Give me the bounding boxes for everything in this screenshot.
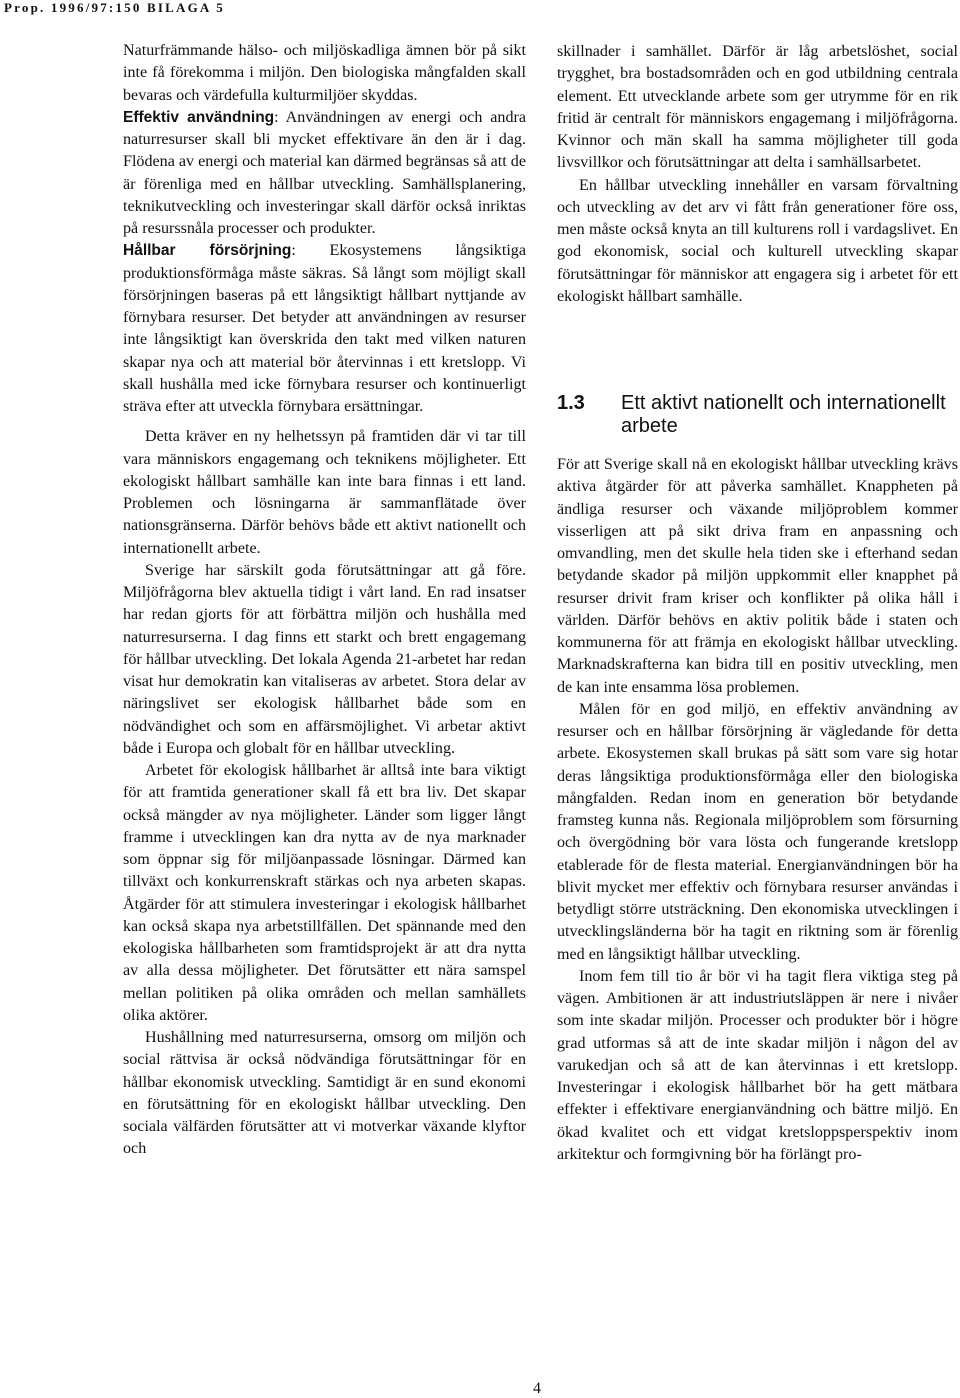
right-column xyxy=(557,41,958,1166)
running-head: Prop. 1996/97:150 BILAGA 5 xyxy=(4,0,225,15)
paragraph-lead: Hållbar försörjning xyxy=(123,242,292,260)
paragraph: En hållbar utveckling innehåller en varsam förvaltning och utveckling av det arv vi fått från generationer före oss, men måste också knyta an till kulturens roll i vardagslivet. En god ekonomisk, social och kulturell utveckling skapar förutsättningar för människor att engagera sig i arbetet för ett ekologiskt hållbart samhälle. xyxy=(557,176,958,305)
paragraph: skillnader i samhället. Därför är låg arbetslöshet, social trygghet, bra bostadsområden och en god utbildning centrala element. Ett utvecklande arbete som ger utrymme för en rik fritid är centralt för människors engagemang i miljöfrågorna. Kvinnor och män skall ha samma möjligheter till goda livsvillkor och förutsättningar att delta i samhällsarbetet. xyxy=(557,43,958,172)
paragraph-text: : Ekosystemens långsiktiga produktionsförmåga måste säkras. Så långt som möjligt skall försörjningen baseras på ett långsiktigt hållbart nyttjande av förnybara resurser. Det betyder att användningen av resurser inte långsiktigt kan överskrida den takt med vilken naturen skapar nya och att material bör återvinnas i ett kretslopp. Vi skall hushålla med icke förnybara resurser och kontinuerligt sträva efter att utveckla förnybara ersättningar. xyxy=(123,242,526,415)
paragraph: Hushållning med naturresurserna, omsorg om miljön och social rättvisa är också nödvändiga förutsättningar för en hållbar ekonomisk utveckling. Samtidigt är en sund ekonomi en förutsättning för en ekologiskt hållbar utveckling. Den sociala välfärden förutsätter att vi motverkar växande klyftor och xyxy=(123,1029,526,1158)
paragraph: Sverige har särskilt goda förutsättningar att gå före. Miljöfrågorna blev aktuella tidigt i vårt land. En rad insatser har redan gjorts för att förbättra miljön och hushålla med naturresurserna. I dag finns ett starkt och brett engagemang för hållbar utveckling. Det lokala Agenda 21-arbetet har redan visat hur demokratin kan vitaliseras av arbetet. Stora delar av näringslivet ser ekologisk hållbarhet både som en nödvändighet och som en affärsmöjlighet. Vi arbetar aktivt både i Europa och globalt för en hållbar utveckling. xyxy=(123,561,526,757)
section-number: 1.3 xyxy=(557,392,585,414)
paragraph: Detta kräver en ny helhetssyn på framtiden där vi tar till vara människors engagemang och teknikens möjligheter. Ett ekologiskt hållbart samhälle kan inte bara finnas i ett land. Problemen och lösningarna är sammanflätade över nationsgränserna. Därför behövs både ett aktivt nationellt och internationellt arbete. xyxy=(123,428,526,557)
paragraph: Inom fem till tio år bör vi ha tagit flera viktiga steg på vägen. Ambitionen är att industriutsläppen är nere i nivåer som inte skadar miljön. Processer och produkter bör i högre grad utformas så att de inte skadar miljön i någon del av varukedjan och så att de kan återvinnas i ett kretslopp. Investeringar i ekologisk hållbarhet bör ha gett mätbara effekter i effektivare energianvändning och bättre miljö. En ökad kvalitet och ett vidgat kretsloppsperspektiv inom arkitektur och formgivning bör ha förlängt pro- xyxy=(557,967,958,1163)
left-column xyxy=(123,40,526,1161)
paragraph: Naturfrämmande hälso- och miljöskadliga ämnen bör på sikt inte få förekomma i miljön. Den biologiska mångfalden skall bevaras och värdefulla kulturmiljöer skyddas. xyxy=(123,42,526,104)
paragraph: För att Sverige skall nå en ekologiskt hållbar utveckling krävs aktiva åtgärder för att påverka samhället. Knappheten på ändliga resurser och växande miljöproblem kommer visserligen att på sikt driva fram en anpassning och omvandling, men det skulle hela tiden ske i efterhand sedan betydande skador på miljön uppkommit eller knapphet på resurser drivit fram kriser och konflikter på olika håll i världen. Därför behövs en aktiv politik både i staten och kommunerna för att främja en ekologiskt hållbar utveckling. Marknadskrafterna kan bidra till en positiv utveckling, men de kan inte ensamma lösa problemen. xyxy=(557,456,958,696)
paragraph: Målen för en god miljö, en effektiv användning av resurser och en hållbar försörjning är vägledande för detta arbete. Ekosystemen skall brukas på sätt som vare sig hotar deras långsiktiga produktionsförmåga eller den biologiska mångfalden. Redan inom en generation bör betydande framsteg kunna nås. Regionala miljöproblem som försurning och övergödning bör vara lösta och fungerande kretslopp etablerade för de flesta material. Energianvändningen bör ha blivit mycket mer effektiv och förnybara resurser användas i betydligt större utsträckning. Den ekonomiska utvecklingen i utvecklingsländerna bör ha tagit en riktning som är förenlig med en långsiktigt hållbar utveckling. xyxy=(557,700,958,963)
page-number: 4 xyxy=(533,1380,541,1397)
section-title: Ett aktivt nationellt och internationellt arbete xyxy=(621,392,946,437)
paragraph-effektiv-anvandning xyxy=(123,107,526,241)
paragraph-hallbar-forsorjning xyxy=(123,240,526,418)
paragraph: Arbetet för ekologisk hållbarhet är alltså inte bara viktigt för att framtida generationer skall få ett bra liv. Det skapar också mängder av nya möjligheter. Länder som ligger långt framme i utvecklingen kan dra nytta av de nya marknader som öppnar sig för miljöanpassade lösningar. Därmed kan tillväxt och konkurrenskraft stärkas och nya arbeten skapas. Åtgärder för att stimulera investeringar i ekologisk hållbarhet kan också skapa nya arbetstillfällen. Det spännande med den ekologiska hållbarheten som framtidsprojekt är att dra nytta av alla dessa möjligheter. Det förutsätter ett nära samspel mellan politiken på olika områden och mellan samhällets olika aktörer. xyxy=(123,762,526,1024)
paragraph-lead: Effektiv användning xyxy=(123,108,275,126)
section-heading xyxy=(557,392,958,438)
paragraph-text: : Användningen av energi och andra naturresurser skall bli mycket effektivare än den är i dag. Flödena av energi och material kan därmed begränsas så att de är förenliga med en hållbar utveckling. Samhällsplanering, teknikutveckling och investeringar skall därför också inriktas på resurssnåla processer och produkter. xyxy=(123,108,526,237)
